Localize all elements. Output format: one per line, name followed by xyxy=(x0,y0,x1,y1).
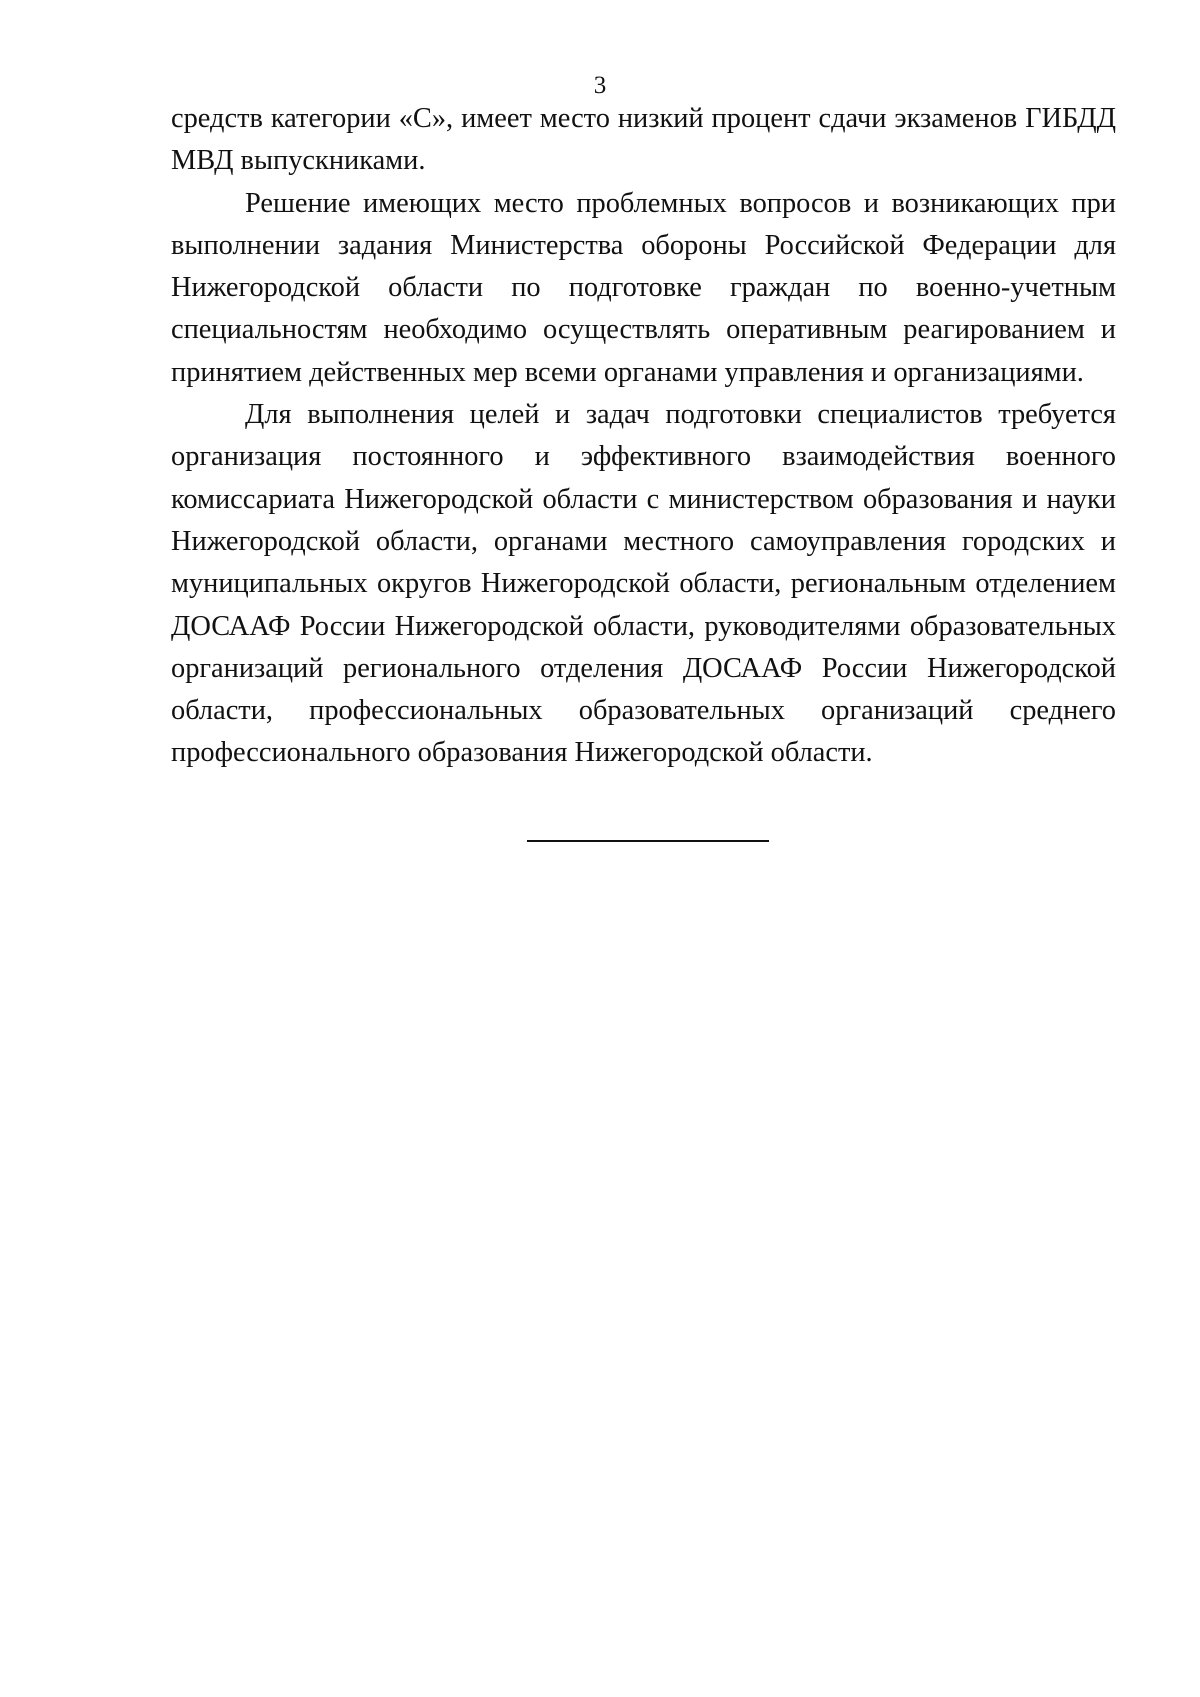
document-end-line xyxy=(527,840,769,842)
paragraph-problem-resolution: Решение имеющих место проблемных вопросов и возникающих при выполнении задания Министерства обороны Российской Федерации для Нижегородской области по подготовке граждан по военно-учетным специальностям необходимо осуществлять оперативным реагированием и принятием действенных мер всеми органами управления и организациями. xyxy=(171,187,1116,388)
page-number: 3 xyxy=(593,72,607,99)
paragraph-interaction-organization: Для выполнения целей и задач подготовки специалистов требуется организация постоянного и эффективного взаимодействия военного комиссариата Нижегородской области с министерством образования и науки Нижегородской области, органами местного самоуправления городских и муниципальных округов Нижегородской области, региональным отделением ДОСААФ России Нижегородской области, руководителями образовательных организаций регионального отделения ДОСААФ России Нижегородской области, профессиональных образовательных организаций среднего профессионального образования Нижегородской области. xyxy=(171,399,1116,769)
paragraph-continuation: средств категории «С», имеет место низкий процент сдачи экзаменов ГИБДД МВД выпускниками. xyxy=(171,103,1116,177)
document-body xyxy=(171,98,1116,775)
